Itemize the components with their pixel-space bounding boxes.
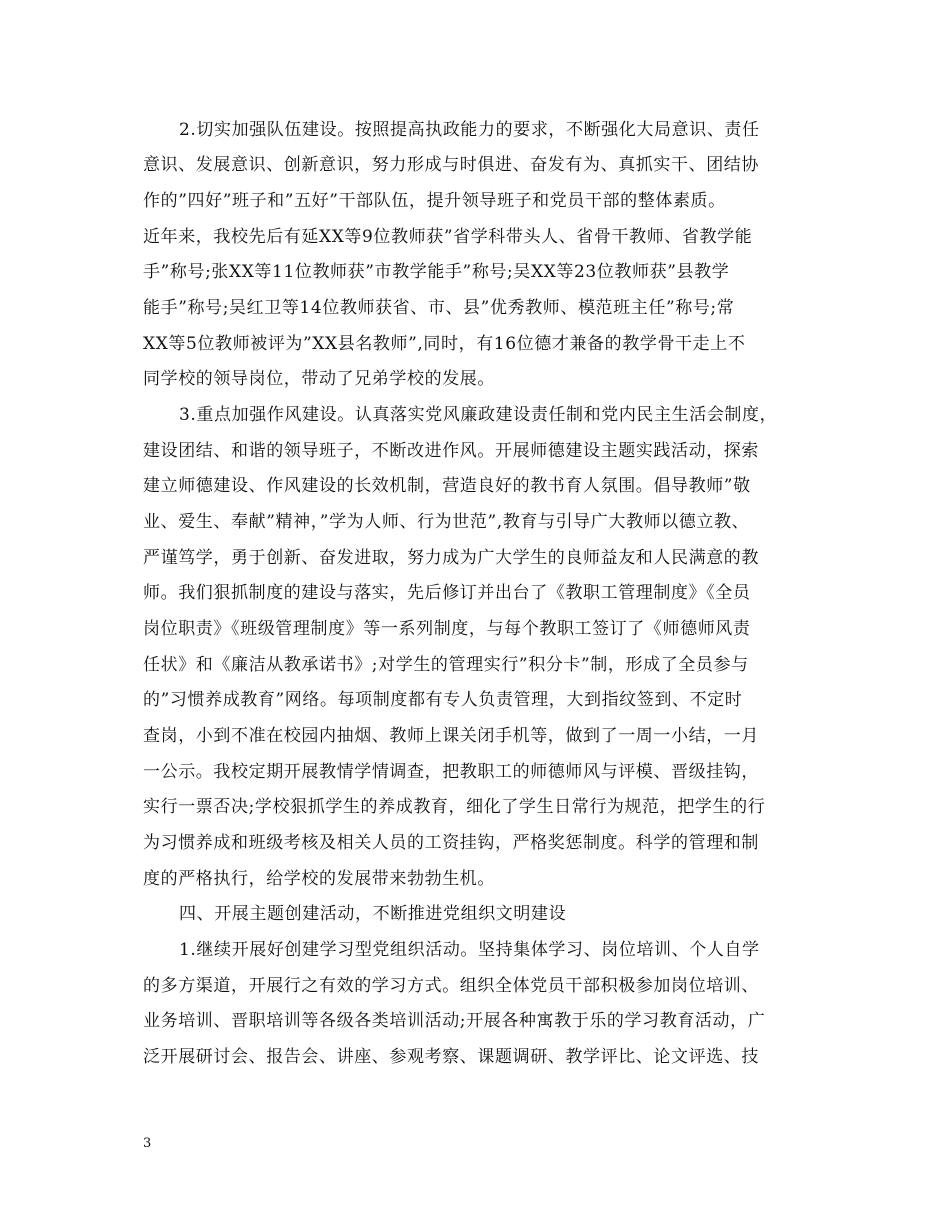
text-line: 一公示。我校定期开展教情学情调查，把教职工的师德师风与评模、晋级挂钩，: [143, 762, 759, 782]
text-line: 任状》和《廉洁从教承诺书》;对学生的管理实行”积分卡”制，形成了全员参与: [143, 655, 749, 675]
text-line: 同学校的领导岗位，带动了兄弟学校的发展。: [143, 369, 495, 389]
text-line: 泛开展研讨会、报告会、讲座、参观考察、课题调研、教学评比、论文评选、技: [143, 1047, 759, 1067]
text-line: 度的严格执行，给学校的发展带来勃勃生机。: [143, 869, 495, 889]
text-line: 业、爱生、奉献”精神，”学为人师、行为世范”,教育与引导广大教师以德立教、: [143, 512, 750, 532]
text-line: 能手”称号;吴红卫等14位教师获省、市、县”优秀教师、模范班主任”称号;常: [143, 298, 735, 318]
text-line: 的”习惯养成教育”网络。每项制度都有专人负责管理，大到指纹签到、不定时: [143, 690, 743, 710]
text-line: 手”称号;张XX等11位教师获”市教学能手”称号;吴XX等23位教师获”县教学: [143, 262, 730, 282]
text-line: 师。我们狠抓制度的建设与落实，先后修订并出台了《教职工管理制度》《全员: [143, 583, 751, 603]
text-line: 意识、发展意识、创新意识，努力形成与时俱进、奋发有为、真抓实干、团结协: [143, 155, 759, 175]
section-heading: 四、开展主题创建活动，不断推进党组织文明建设: [179, 904, 567, 924]
text-line: 建设团结、和谐的领导班子，不断改进作风。开展师德建设主题实践活动，探索: [143, 441, 759, 461]
text-line: 严谨笃学，勇于创新、奋发进取，努力成为广大学生的良师益友和人民满意的教: [143, 548, 759, 568]
text-line: 岗位职责》《班级管理制度》等一系列制度，与每个教职工签订了《师德师风责: [143, 619, 751, 639]
text-line: XX等5位教师被评为”XX县名教师”,同时，有16位德才兼备的教学骨干走上不: [143, 334, 746, 354]
text-line: 实行一票否决;学校狠抓学生的养成教育，细化了学生日常行为规范，把学生的行: [143, 797, 766, 817]
text-line: 2.切实加强队伍建设。按照提高执政能力的要求，不断强化大局意识、责任: [179, 120, 760, 140]
text-line: 建立师德建设、作风建设的长效机制，营造良好的教书育人氛围。倡导教师”敬: [143, 476, 751, 496]
page-number: 3: [143, 1136, 152, 1151]
text-line: 查岗，小到不准在校园内抽烟、教师上课关闭手机等，做到了一周一小结，一月: [143, 726, 759, 746]
text-line: 的多方渠道，开展行之有效的学习方式。组织全体党员干部积极参加岗位培训、: [143, 976, 759, 996]
text-line: 作的”四好”班子和”五好”干部队伍，提升领导班子和党员干部的整体素质。: [143, 191, 726, 211]
text-line: 为习惯养成和班级考核及相关人员的工资挂钩，严格奖惩制度。科学的管理和制: [143, 833, 759, 853]
text-line: 1.继续开展好创建学习型党组织活动。坚持集体学习、岗位培训、个人自学: [179, 940, 760, 960]
text-line: 近年来，我校先后有延XX等9位教师获”省学科带头人、省骨干教师、省教学能: [143, 227, 753, 247]
text-line: 3.重点加强作风建设。认真落实党风廉政建设责任制和党内民主生活会制度，: [179, 405, 778, 425]
text-line: 业务培训、晋职培训等各级各类培训活动;开展各种寓教于乐的学习教育活动，广: [143, 1011, 766, 1031]
